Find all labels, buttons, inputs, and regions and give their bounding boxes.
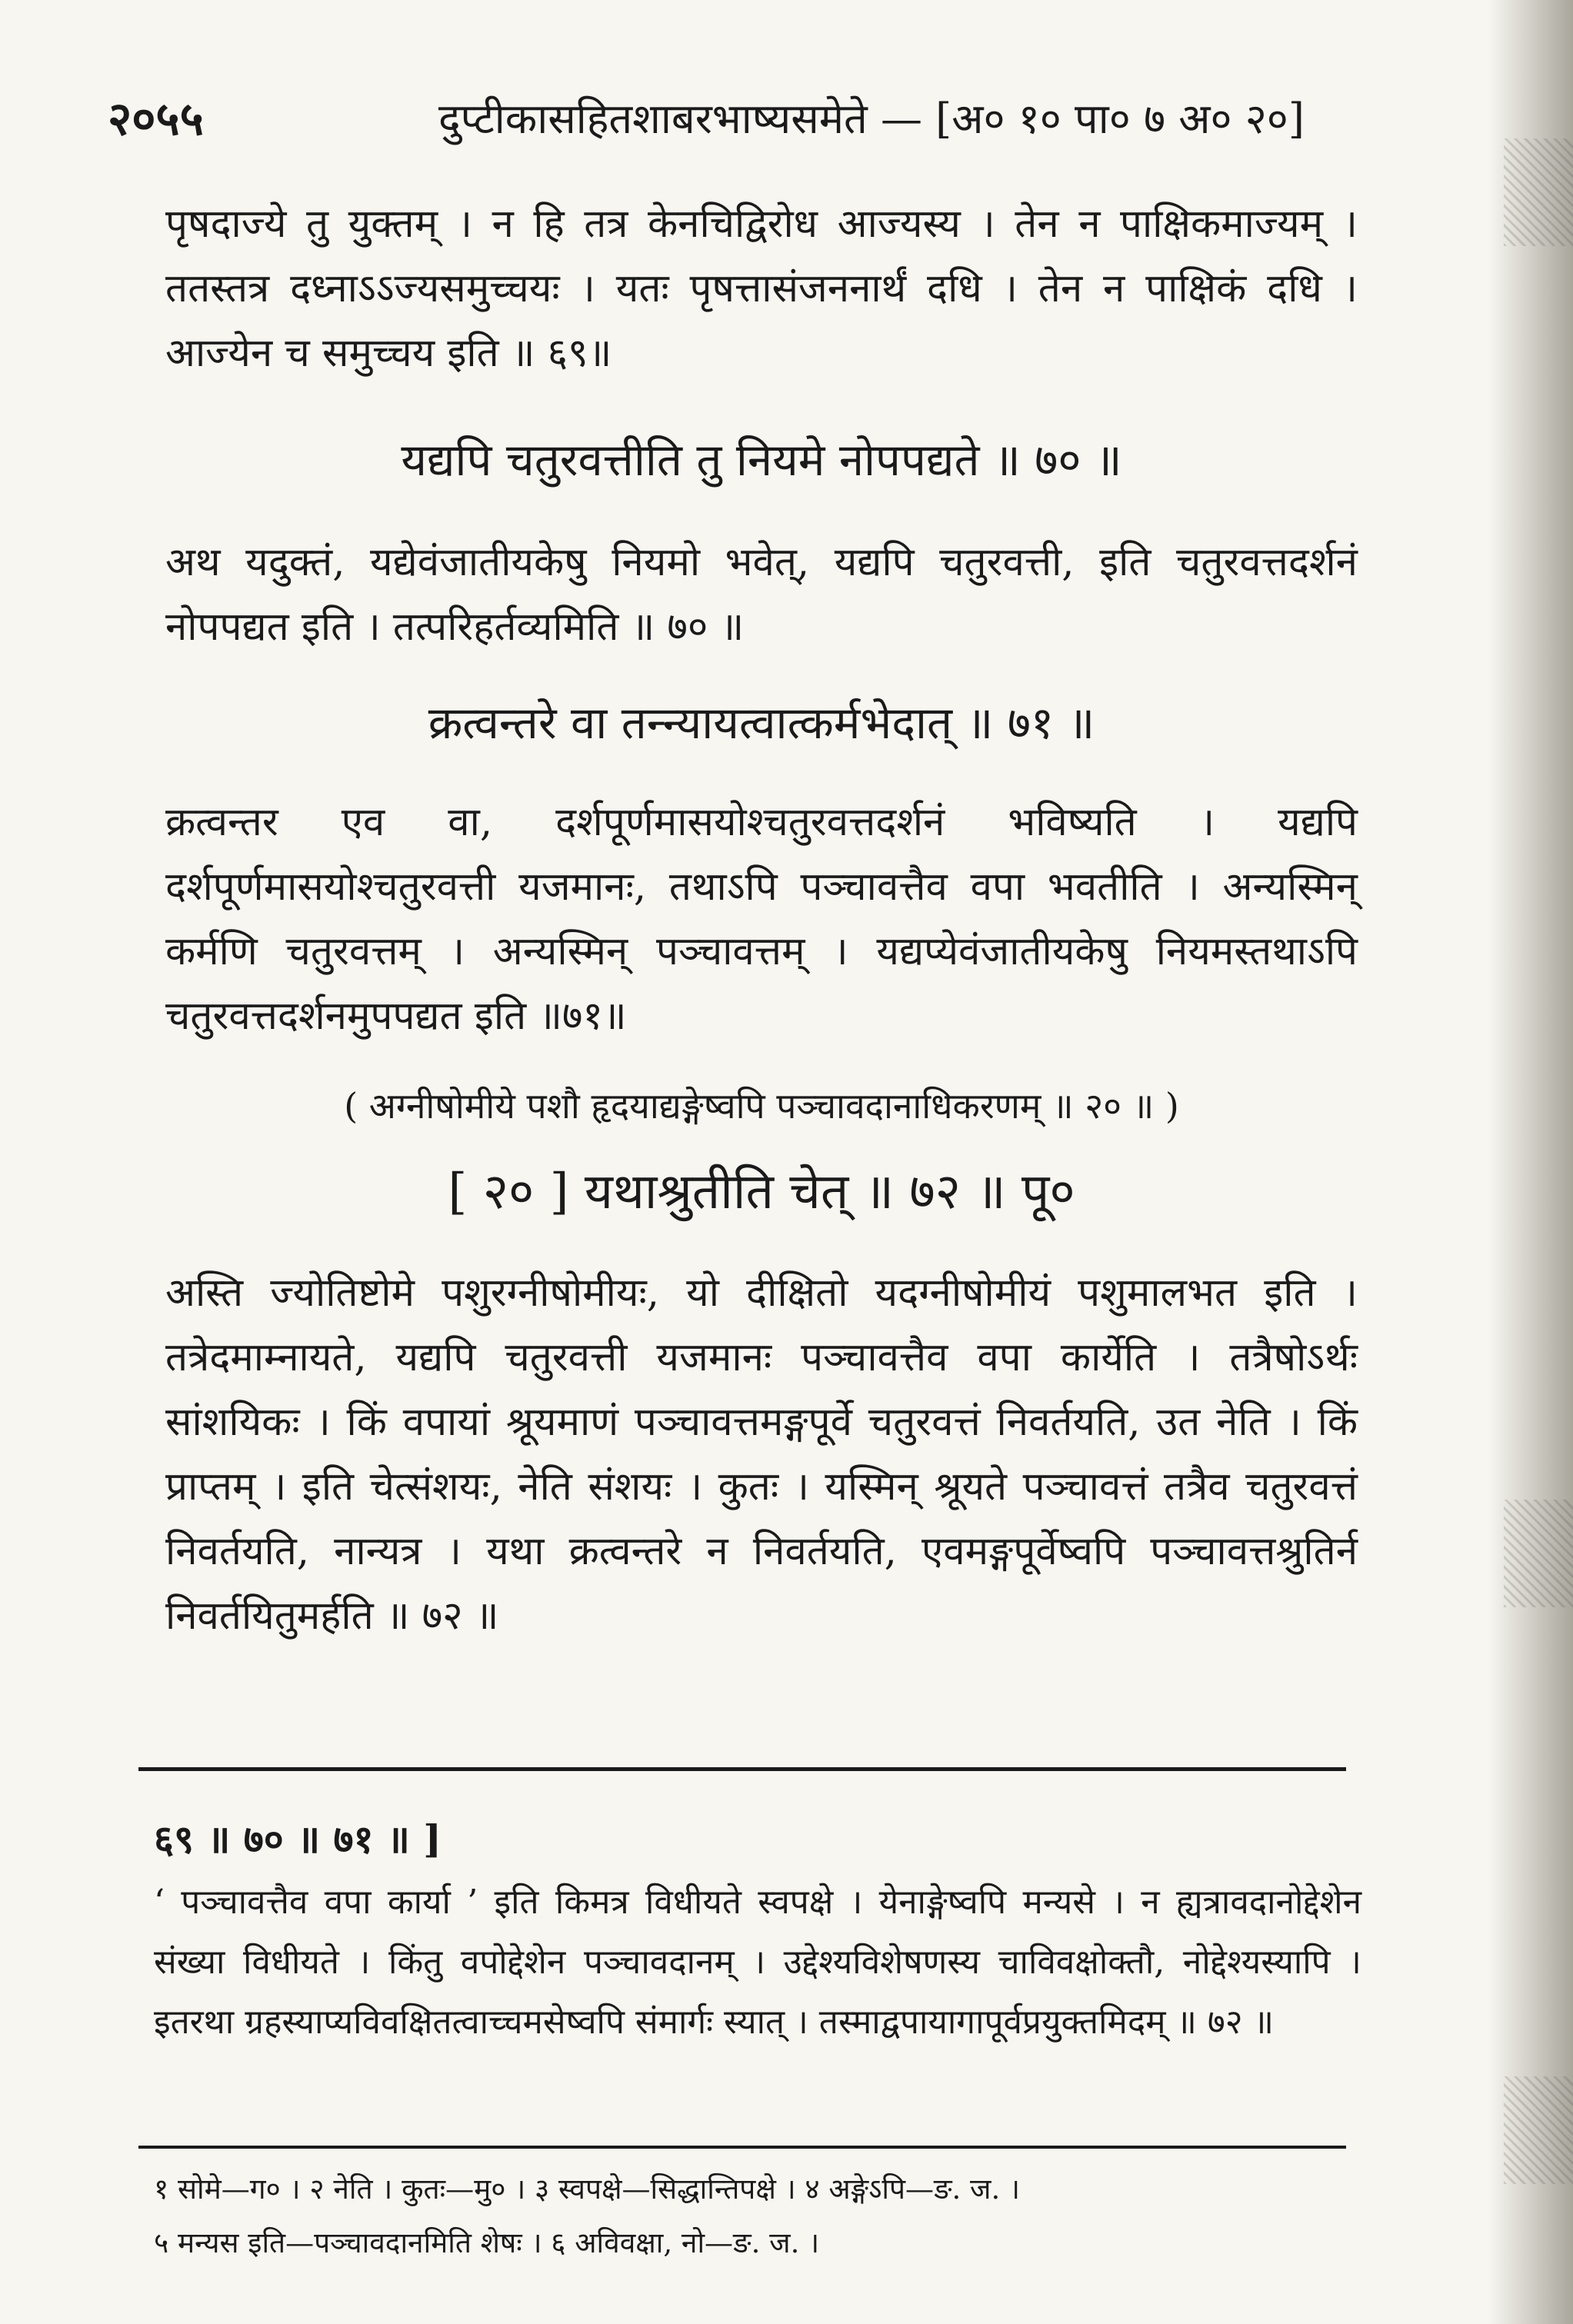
footnote-line-2: ५ मन्यस इति—पञ्चावदानमिति शेषः । ६ अविवक्षा, नो—ङ. ज. । <box>154 2226 820 2259</box>
sutra-71: क्रत्वन्तरे वा तन्न्यायत्वात्कर्मभेदात् ॥ ७१ ॥ <box>428 697 1095 749</box>
page-number: २०५५ <box>108 92 204 146</box>
sutra-72: [ २० ] यथाश्रुतीति चेत् ॥ ७२ ॥ पू० <box>448 1164 1075 1220</box>
page-header <box>100 77 1361 161</box>
commentary-divider <box>138 1767 1346 1771</box>
page-edge-speck <box>1504 138 1573 246</box>
bhashya-paragraph-71 <box>165 791 1358 1049</box>
footnote-divider <box>138 2146 1346 2149</box>
commentary-text: ‘ पञ्चावत्तैव वपा कार्या ’ इति किमत्र विधीयते स्वपक्षे । येनाङ्गेष्वपि मन्यसे । न ह्यत्रावदानोद्देशेन संख्या विधीयते । किंतु वपोद्देशेन पञ्चावदानम् । उद्देश्यविशेषणस्य चाविवक्षोक्तौ, नोद्देश्यस्यापि । इतरथा ग्रहस्याप्यविवक्षितत्वाच्चमसेष्वपि संमार्गः स्यात् । तस्माद्वपायागापूर्वप्रयुक्तमिदम् ॥ ७२ ॥ <box>154 1883 1361 2042</box>
footnote-line-1: १ सोमे—ग० । २ नेति । कुतः—मु० । ३ स्वपक्षे—सिद्धान्तिपक्षे । ४ अङ्गेऽपि—ङ. ज. । <box>154 2173 1021 2206</box>
page-edge-shadow <box>1488 0 1573 2324</box>
page-edge-speck <box>1504 1500 1573 1607</box>
paragraph-text: पृषदाज्ये तु युक्तम् । न हि तत्र केनचिद्विरोध आज्यस्य । तेन न पाक्षिकमाज्यम् । ततस्तत्र दध्नाऽऽज्यसमुच्चयः । यतः पृषत्तासंजननार्थं दधि । तेन न पाक्षिकं दधि । आज्येन च समुच्चय इति ॥ ६९॥ <box>165 201 1358 376</box>
commentary-block <box>154 1873 1361 2053</box>
bhashya-paragraph-70 <box>165 531 1358 660</box>
paragraph-text: अस्ति ज्योतिष्टोमे पशुरग्नीषोमीयः, यो दीक्षितो यदग्नीषोमीयं पशुमालभत इति । तत्रेदमाम्नायते, यद्यपि चतुरवत्ती यजमानः पञ्चावत्तैव वपा कार्येति । तत्रैषोऽर्थः सांशयिकः । किं वपायां श्रूयमाणं पञ्चावत्तमङ्गपूर्वे चतुरवत्तं निवर्तयति, उत नेति । किं प्राप्तम् । इति चेत्संशयः, नेति संशयः । कुतः । यस्मिन् श्रूयते पञ्चावत्तं तत्रैव चतुरवत्तं निवर्तयति, नान्यत्र । यथा क्रत्वन्तरे न निवर्तयति, एवमङ्गपूर्वेष्वपि पञ्चावत्तश्रुतिर्न निवर्तयितुमर्हति ॥ ७२ ॥ <box>165 1270 1358 1639</box>
sutra-70: यद्यपि चतुरवत्तीति तु नियमे नोपपद्यते ॥ ७० ॥ <box>401 434 1122 486</box>
adhikarana-title: ( अग्नीषोमीये पशौ हृदयाद्यङ्गेष्वपि पञ्चावदानाधिकरणम् ॥ २० ॥ ) <box>344 1085 1179 1127</box>
paragraph-text: क्रत्वन्तर एव वा, दर्शपूर्णमासयोश्चतुरवत्तदर्शनं भविष्यति । यद्यपि दर्शपूर्णमासयोश्चतुरवत्ती यजमानः, तथाऽपि पञ्चावत्तैव वपा भवतीति । अन्यस्मिन् कर्मणि चतुरवत्तम् । अन्यस्मिन् पञ्चावत्तम् । यद्यप्येवंजातीयकेषु नियमस्तथाऽपि चतुरवत्तदर्शनमुपपद्यत इति ॥७१॥ <box>165 800 1358 1039</box>
paragraph-text: अथ यदुक्तं, यद्येवंजातीयकेषु नियमो भवेत्, यद्यपि चतुरवत्ती, इति चतुरवत्तदर्शनं नोपपद्यत इति । तत्परिहर्तव्यमिति ॥ ७० ॥ <box>165 540 1358 650</box>
bhashya-paragraph-72 <box>165 1261 1358 1649</box>
running-title: दुप्टीकासहितशाबरभाष्यसमेते — [अ० १० पा० ७ अ० २०] <box>438 95 1305 143</box>
bhashya-paragraph-69 <box>165 192 1358 386</box>
commentary-heading: ६९ ॥ ७० ॥ ७१ ॥ ] <box>154 1816 442 1862</box>
page-edge-speck <box>1504 2076 1573 2184</box>
